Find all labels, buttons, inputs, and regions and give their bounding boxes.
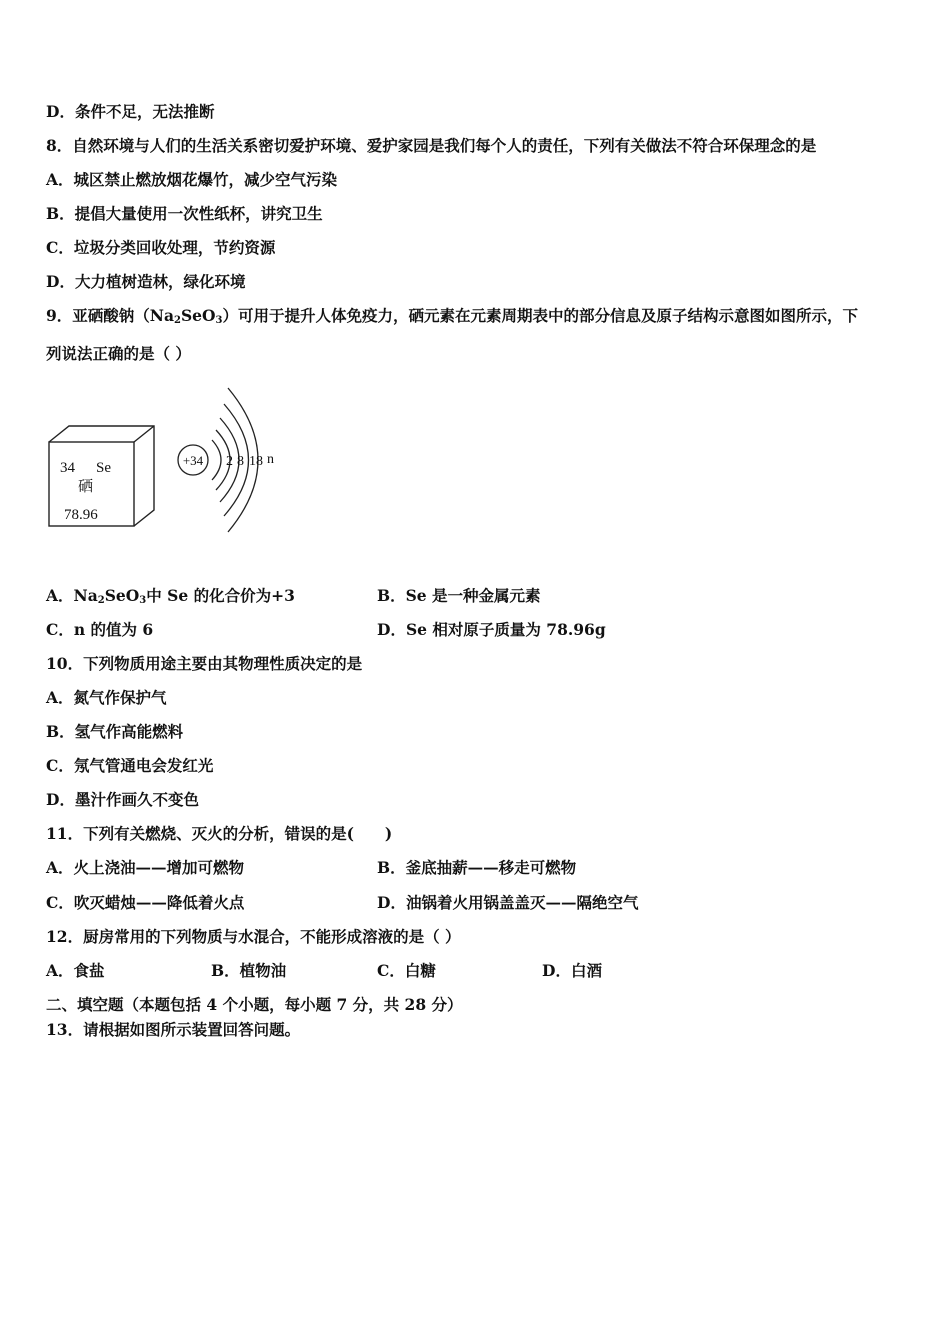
q10-option-d: D．墨汁作画久不变色 xyxy=(46,790,199,809)
selenium-figure xyxy=(44,384,294,534)
atomic-number: 34 xyxy=(60,460,75,476)
q13-stem: 13．请根据如图所示装置回答问题。 xyxy=(46,1020,301,1039)
q10-option-c: C．氖气管通电会发红光 xyxy=(46,756,214,775)
shell-3-electrons: 18 xyxy=(249,454,263,469)
q9-option-c: C．n 的值为 6 xyxy=(46,620,154,639)
q9-stem-line2: 列说法正确的是（ ） xyxy=(46,344,191,363)
q11-option-d: D．油锅着火用锅盖盖灭——隔绝空气 xyxy=(377,893,639,912)
q9-option-a-sub: 2 xyxy=(97,595,105,606)
q12-stem: 12．厨房常用的下列物质与水混合，不能形成溶液的是（ ） xyxy=(46,927,461,946)
q9-option-a xyxy=(46,586,295,606)
q12-option-d: D．白酒 xyxy=(542,961,602,980)
q9-stem-mid: SeO xyxy=(180,306,216,325)
q9-stem-after: ）可用于提升人体免疫力，硒元素在元素周期表中的部分信息及原子结构示意图如图所示，下 xyxy=(222,306,859,325)
element-symbol: Se xyxy=(96,460,111,476)
atomic-mass: 78.96 xyxy=(64,507,98,523)
q9-option-a-sub2: 3 xyxy=(139,595,147,606)
atom-structure-diagram xyxy=(178,388,274,532)
q11-stem: 11．下列有关燃烧、灭火的分析，错误的是( ) xyxy=(46,824,393,843)
element-name: 硒 xyxy=(78,477,94,495)
q9-stem-sub2: 3 xyxy=(215,315,223,326)
q9-option-a-after: 中 Se 的化合价为+3 xyxy=(146,586,295,605)
q8-option-d: D．大力植树造林，绿化环境 xyxy=(46,272,246,291)
q9-option-b: B．Se 是一种金属元素 xyxy=(377,586,541,605)
q9-option-a-before: A．Na xyxy=(46,586,98,605)
section-2-title: 二、填空题（本题包括 4 个小题，每小题 7 分，共 28 分） xyxy=(46,995,463,1014)
q11-option-b: B．釜底抽薪——移走可燃物 xyxy=(377,858,577,877)
q7-option-d: D．条件不足，无法推断 xyxy=(46,102,215,121)
q8-option-b: B．提倡大量使用一次性纸杯，讲究卫生 xyxy=(46,204,323,223)
q11-option-c: C．吹灭蜡烛——降低着火点 xyxy=(46,893,245,912)
q10-option-b: B．氢气作高能燃料 xyxy=(46,722,184,741)
q10-stem: 10．下列物质用途主要由其物理性质决定的是 xyxy=(46,654,363,673)
q9-option-a-mid: SeO xyxy=(104,586,140,605)
q12-option-c: C．白糖 xyxy=(377,961,436,980)
q9-stem-sub: 2 xyxy=(174,315,181,326)
q8-option-a: A．城区禁止燃放烟花爆竹，减少空气污染 xyxy=(46,170,338,189)
q9-stem-before: 9．亚硒酸钠（Na xyxy=(46,306,174,325)
q12-option-b: B．植物油 xyxy=(211,961,287,980)
nucleus-charge: +34 xyxy=(182,453,204,468)
q8-option-c: C．垃圾分类回收处理，节约资源 xyxy=(46,238,276,257)
q12-option-a: A．食盐 xyxy=(46,961,105,980)
q9-option-d: D．Se 相对原子质量为 78.96g xyxy=(377,620,606,639)
shell-2-electrons: 8 xyxy=(237,454,244,469)
q9-stem xyxy=(46,306,858,326)
q11-option-a: A．火上浇油——增加可燃物 xyxy=(46,858,245,877)
shell-4-electrons: n xyxy=(267,452,274,467)
q8-stem: 8．自然环境与人们的生活关系密切爱护环境、爱护家园是我们每个人的责任，下列有关做法不符合环保理念的是 xyxy=(46,136,817,155)
q10-option-a: A．氮气作保护气 xyxy=(46,688,167,707)
shell-1-electrons: 2 xyxy=(226,454,233,469)
